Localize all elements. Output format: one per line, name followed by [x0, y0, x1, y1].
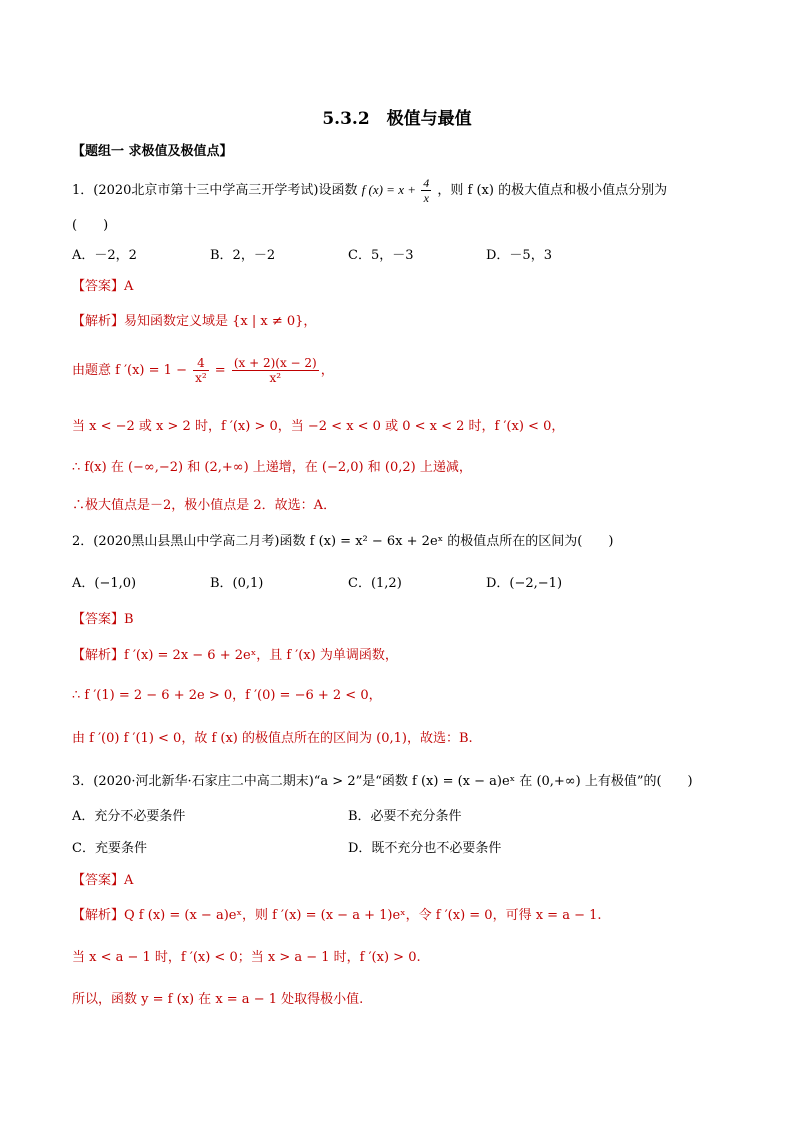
q1-frac-den: x: [423, 191, 429, 205]
q1-a2-post: ，: [320, 363, 334, 378]
q1-option-b: B．2，－2: [210, 248, 276, 263]
q1-a2-eq: =: [210, 363, 230, 378]
q2-option-d: D．(−2,−1): [486, 576, 563, 591]
q3-option-b: B．必要不充分条件: [348, 809, 462, 824]
q1-analysis-3: 当 x < −2 或 x > 2 时，f ′(x) > 0，当 −2 < x < 0 或 0 < x < 2 时，f ′(x) < 0，: [72, 419, 565, 434]
q2-option-b: B．(0,1): [210, 576, 264, 591]
q3-option-c: C．充要条件: [72, 841, 147, 856]
q3-option-a: A．充分不必要条件: [72, 809, 186, 824]
q1-stem-source: 1．(2020北京市第十三中学高三开学考试)设函数: [72, 183, 358, 198]
q1-frac-num: 4: [423, 176, 430, 190]
q3-analysis-2: 当 x < a − 1 时，f ′(x) < 0；当 x > a − 1 时，f ′(x) > 0.: [72, 950, 421, 965]
q1-analysis-5: ∴极大值点是－2，极小值点是 2．故选：A．: [72, 498, 337, 513]
q2-option-c: C．(1,2): [348, 576, 402, 591]
q3-answer: 【答案】A: [72, 873, 134, 888]
q1-a2-frac1-den: x²: [195, 371, 207, 385]
q3-option-d: D．既不充分也不必要条件: [348, 841, 502, 856]
q3-stem: 3．(2020·河北新华·石家庄二中高二期末)“a > 2”是“函数 f (x) = (x − a)eˣ 在 (0,+∞) 上有极值”的( ): [72, 774, 693, 789]
q2-stem: 2．(2020黑山县黑山中学高二月考)函数 f (x) = x² − 6x + 2eˣ 的极值点所在的区间为( ): [72, 534, 614, 549]
q3-analysis-1: [72, 906, 602, 926]
q1-a2-frac2: [232, 356, 319, 385]
q1-analysis-2: [72, 356, 334, 385]
q1-stem-tail: ，则 f (x) 的极大值点和极小值点分别为: [437, 183, 668, 198]
q1-stem: [72, 176, 667, 205]
q2-analysis-text-1: f ′(x) = 2x − 6 + 2eˣ，且 f ′(x) 为单调函数，: [124, 648, 398, 663]
analysis-label: 【解析】: [72, 908, 125, 923]
q1-a2-frac2-num: (x + 2)(x − 2): [233, 356, 317, 370]
analysis-label: 【解析】: [72, 314, 125, 329]
q1-a2-frac1: [193, 356, 209, 385]
q2-analysis-2: ∴ f ′(1) = 2 − 6 + 2e > 0，f ′(0) = −6 + 2 < 0，: [72, 688, 382, 703]
q1-analysis-text-1: 易知函数定义域是 {x | x ≠ 0}，: [124, 314, 317, 329]
analysis-label: 【解析】: [72, 648, 125, 663]
q1-a2-pre: 由题意 f ′(x) = 1 −: [72, 363, 192, 378]
q2-analysis-3: 由 f ′(0) f ′(1) < 0，故 f (x) 的极值点所在的区间为 (0,1)，故选：B.: [72, 731, 473, 746]
q1-a2-frac2-den: x²: [269, 371, 282, 385]
q1-paren: ( ): [72, 218, 109, 233]
q1-function: f (x) = x +: [361, 182, 420, 197]
q1-option-c: C．5，－3: [348, 248, 414, 263]
q1-option-a: A．－2，2: [72, 248, 137, 263]
q1-option-d: D．－5，3: [486, 248, 552, 263]
q1-answer: 【答案】A: [72, 279, 134, 294]
q2-answer: 【答案】B: [72, 612, 134, 627]
q2-analysis-1: [72, 646, 398, 666]
q2-option-a: A．(−1,0): [72, 576, 137, 591]
q1-analysis-1: [72, 312, 316, 332]
q1-fraction: [421, 176, 431, 205]
page-title: 5.3.2 极值与最值: [322, 109, 472, 129]
q1-analysis-4: ∴ f(x) 在 (−∞,−2) 和 (2,+∞) 上递增，在 (−2,0) 和 (0,2) 上递减，: [72, 460, 472, 475]
q1-a2-frac1-num: 4: [193, 356, 209, 371]
group-heading: 【题组一 求极值及极值点】: [72, 144, 233, 159]
q3-analysis-text-1: Q f (x) = (x − a)eˣ，则 f ′(x) = (x − a + 1)eˣ，令 f ′(x) = 0，可得 x = a − 1.: [124, 908, 602, 923]
q3-analysis-3: 所以，函数 y = f (x) 在 x = a − 1 处取得极小值.: [72, 992, 364, 1007]
